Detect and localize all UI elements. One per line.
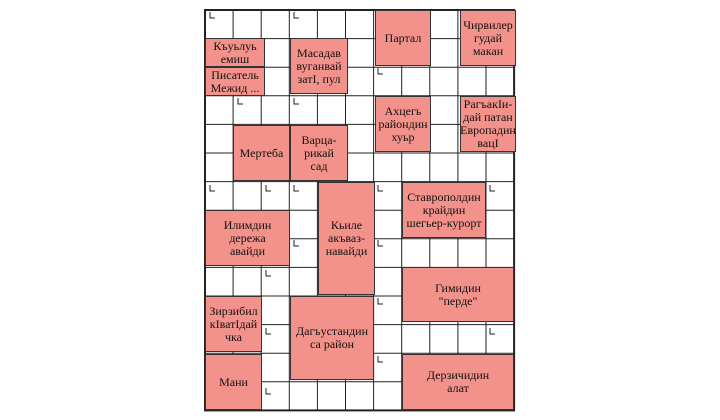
clue-cell bbox=[460, 10, 516, 66]
clue-cell bbox=[402, 354, 514, 410]
clue-cell bbox=[290, 38, 348, 94]
clue-cell bbox=[205, 296, 262, 352]
clue-text: РагъакIи- дай патан Европадин вацI bbox=[460, 97, 516, 150]
clue-cell bbox=[233, 125, 290, 181]
clue-text: Партал bbox=[384, 30, 422, 45]
clue-cell bbox=[290, 125, 348, 181]
clue-cell bbox=[205, 354, 262, 410]
clue-cell bbox=[318, 182, 375, 295]
clue-text: Къуьлуь емиш bbox=[213, 38, 257, 66]
clue-text: Дагъустандин са район bbox=[295, 324, 369, 351]
clue-text: Чирвилер гудай макан bbox=[463, 17, 513, 58]
clue-text: Дерзичидин алат bbox=[426, 368, 490, 395]
clue-cell bbox=[402, 182, 486, 238]
clue-cell bbox=[205, 38, 265, 67]
clue-text: Писатель Межид ... bbox=[210, 67, 260, 95]
clue-text: Илимдин дережа авайди bbox=[223, 217, 272, 258]
clue-text: Варца- рикай сад bbox=[301, 132, 337, 173]
clue-cell bbox=[205, 210, 290, 266]
clue-cell bbox=[402, 267, 514, 322]
clue-cell bbox=[290, 296, 374, 380]
clue-text: Зирзибил кIватIдай чка bbox=[209, 303, 258, 344]
clue-text: Мертеба bbox=[239, 145, 284, 160]
clue-cell bbox=[460, 96, 516, 152]
clue-text: Масадав вуганвай затI, пул bbox=[296, 45, 342, 86]
clue-text: Мани bbox=[219, 374, 248, 389]
clue-text: Гимидин "перде" bbox=[435, 280, 481, 308]
clue-cell bbox=[375, 10, 431, 66]
clue-text: Ставрополдин крайдин шегьер-курорт bbox=[406, 189, 482, 230]
clue-text: Ахцегь райондин хуьр bbox=[378, 103, 428, 144]
clue-text: Кьиле акъваз- навайди bbox=[325, 218, 368, 258]
clue-cell bbox=[205, 67, 265, 96]
clue-cell bbox=[375, 96, 431, 152]
